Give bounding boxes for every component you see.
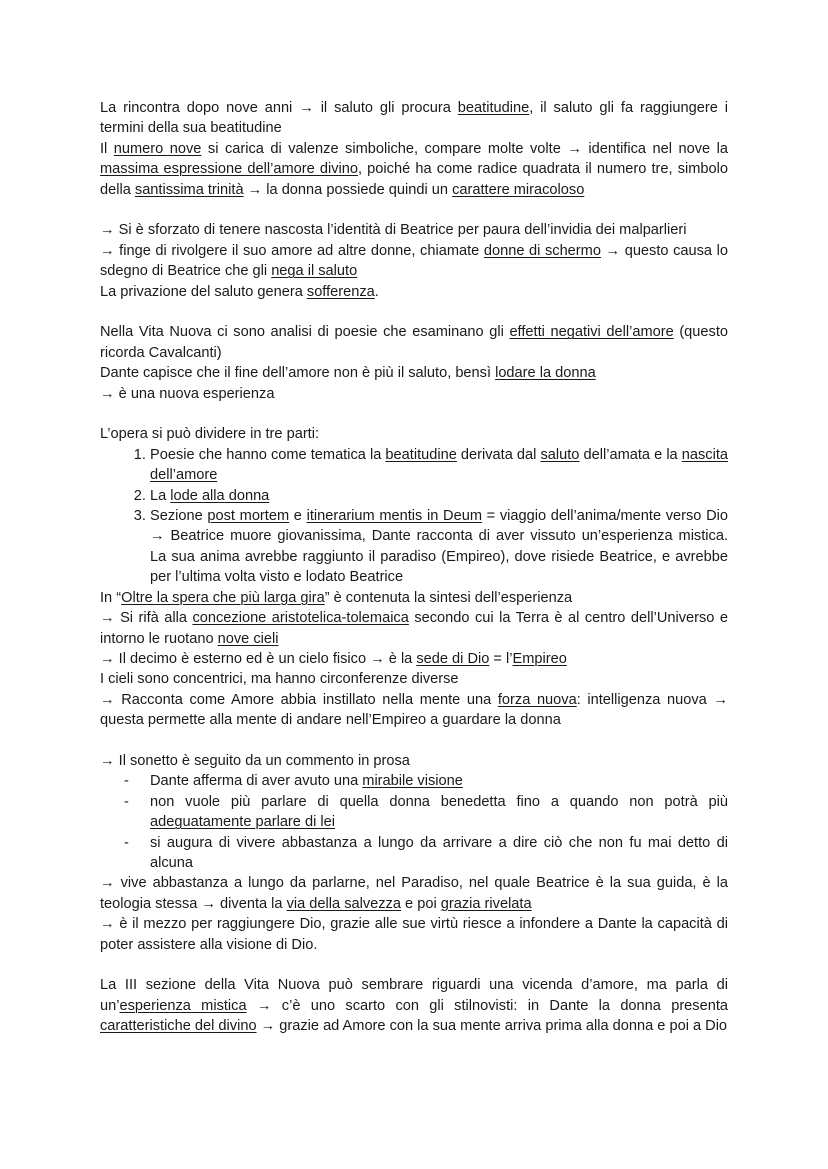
- underlined-term: itinerarium mentis in Deum: [306, 508, 482, 525]
- list-item: - non vuole più parlare di quella donna benedetta fino a quando non potrà più adeguatamente parlare di lei: [150, 792, 728, 833]
- list-item: 2. La lode alla donna: [150, 486, 728, 506]
- underlined-term: forza nuova: [497, 691, 577, 708]
- numbered-list: [100, 445, 728, 588]
- underlined-term: mirabile visione: [362, 773, 463, 790]
- list-item: 1. Poesie che hanno come tematica la beatitudine derivata dal saluto dell’amata e la nascita dell’amore: [150, 445, 728, 486]
- paragraph: → finge di rivolgere il suo amore ad altre donne, chiamate donne di schermo → questo causa lo sdegno di Beatrice che gli nega il saluto: [100, 242, 728, 280]
- underlined-term: santissima trinità: [134, 181, 244, 198]
- underlined-term: lode alla donna: [170, 487, 270, 504]
- underlined-term: beatitudine: [457, 100, 530, 116]
- underlined-term: sede di Dio: [416, 650, 490, 667]
- list-item: - si augura di vivere abbastanza a lungo da arrivare a dire ciò che non fu mai detto di alcuna: [150, 833, 728, 874]
- paragraph: In “Oltre la spera che più larga gira” è contenuta la sintesi dell’esperienza: [100, 589, 573, 606]
- underlined-term: Oltre la spera che più larga gira: [121, 589, 325, 606]
- underlined-term: lodare la donna: [495, 365, 596, 382]
- underlined-term: via della salvezza: [286, 895, 401, 912]
- underlined-term: numero nove: [113, 140, 202, 157]
- paragraph: → è una nuova esperienza: [100, 385, 275, 402]
- paragraph: Nella Vita Nuova ci sono analisi di poesie che esaminano gli effetti negativi dell’amore (questo ricorda Cavalcanti): [100, 324, 729, 361]
- paragraph: → Si rifà alla concezione aristotelica-tolemaica secondo cui la Terra è al centro dell’Universo e intorno le ruotano nove cieli: [100, 610, 728, 647]
- underlined-term: saluto: [540, 446, 580, 463]
- paragraph: → è il mezzo per raggiungere Dio, grazie alle sue virtù riesce a infondere a Dante la capacità di poter assistere alla visione di Dio.: [100, 916, 728, 953]
- paragraph: La III sezione della Vita Nuova può sembrare riguardi una vicenda d’amore, ma parla di un’esperienza mistica → c’è uno scarto con gli stilnovisti: in Dante la donna presenta caratteristiche del divino → grazie ad Amore con la sua mente arriva prima alla donna e poi a Dio: [100, 977, 728, 1035]
- underlined-term: beatitudine: [385, 446, 457, 463]
- list-item: 3. Sezione post mortem e itinerarium mentis in Deum = viaggio dell’anima/mente verso Dio → Beatrice muore giovanissima, Dante racconta di aver vissuto un’esperienza mistica. La sua anima avrebbe raggiunto il paradiso (Empireo), dove risiede Beatrice, e avrebbe per l’ultima volta visto e lodato Beatrice: [150, 506, 728, 588]
- underlined-term: adeguatamente parlare di lei: [150, 814, 335, 831]
- paragraph: La rincontra dopo nove anni → il saluto gli procura beatitudine, il saluto gli fa raggiungere i termini della sua beatitudine: [100, 100, 728, 137]
- underlined-term: esperienza mistica: [119, 997, 247, 1014]
- dash-list: [100, 771, 728, 873]
- underlined-term: massima espressione dell’amore divino: [100, 161, 358, 178]
- underlined-term: grazia rivelata: [440, 895, 532, 912]
- underlined-term: caratteristiche del divino: [100, 1018, 257, 1035]
- paragraph: Il numero nove si carica di valenze simboliche, compare molte volte → identifica nel nove la massima espressione dell’amore divino, poiché ha come radice quadrata il numero tre, simbolo della santissima trinità → la donna possiede quindi un carattere miracoloso: [100, 140, 728, 198]
- underlined-term: nega il saluto: [271, 263, 358, 280]
- paragraph: La privazione del saluto genera sofferenza.: [100, 283, 379, 300]
- underlined-term: sofferenza: [306, 283, 375, 300]
- paragraph: → vive abbastanza a lungo da parlarne, nel Paradiso, nel quale Beatrice è la sua guida, è la teologia stessa → diventa la via della salvezza e poi grazia rivelata: [100, 875, 728, 912]
- paragraph: L’opera si può dividere in tre parti:: [100, 426, 320, 443]
- paragraph: I cieli sono concentrici, ma hanno circonferenze diverse: [100, 671, 459, 688]
- paragraph: Dante capisce che il fine dell’amore non è più il saluto, bensì lodare la donna: [100, 365, 596, 382]
- list-item: - Dante afferma di aver avuto una mirabile visione: [150, 771, 728, 791]
- underlined-term: effetti negativi dell’amore: [509, 324, 674, 341]
- paragraph: → Il sonetto è seguito da un commento in prosa: [100, 752, 410, 769]
- paragraph: → Il decimo è esterno ed è un cielo fisico → è la sede di Dio = l’Empireo: [100, 650, 567, 667]
- underlined-term: carattere miracoloso: [452, 181, 585, 198]
- paragraph: → Racconta come Amore abbia instillato nella mente una forza nuova: intelligenza nuova → questa permette alla mente di andare nell’Empireo a guardare la donna: [100, 691, 728, 729]
- underlined-term: donne di schermo: [483, 242, 601, 259]
- paragraph: → Si è sforzato di tenere nascosta l’identità di Beatrice per paura dell’invidia dei malparlieri: [100, 222, 687, 239]
- underlined-term: nove cieli: [217, 630, 279, 647]
- underlined-term: post mortem: [207, 508, 290, 525]
- document-page: [100, 98, 728, 1037]
- underlined-term: nascita dell’amore: [150, 446, 729, 484]
- underlined-term: concezione aristotelica-tolemaica: [192, 610, 409, 627]
- underlined-term: Empireo: [512, 650, 567, 667]
